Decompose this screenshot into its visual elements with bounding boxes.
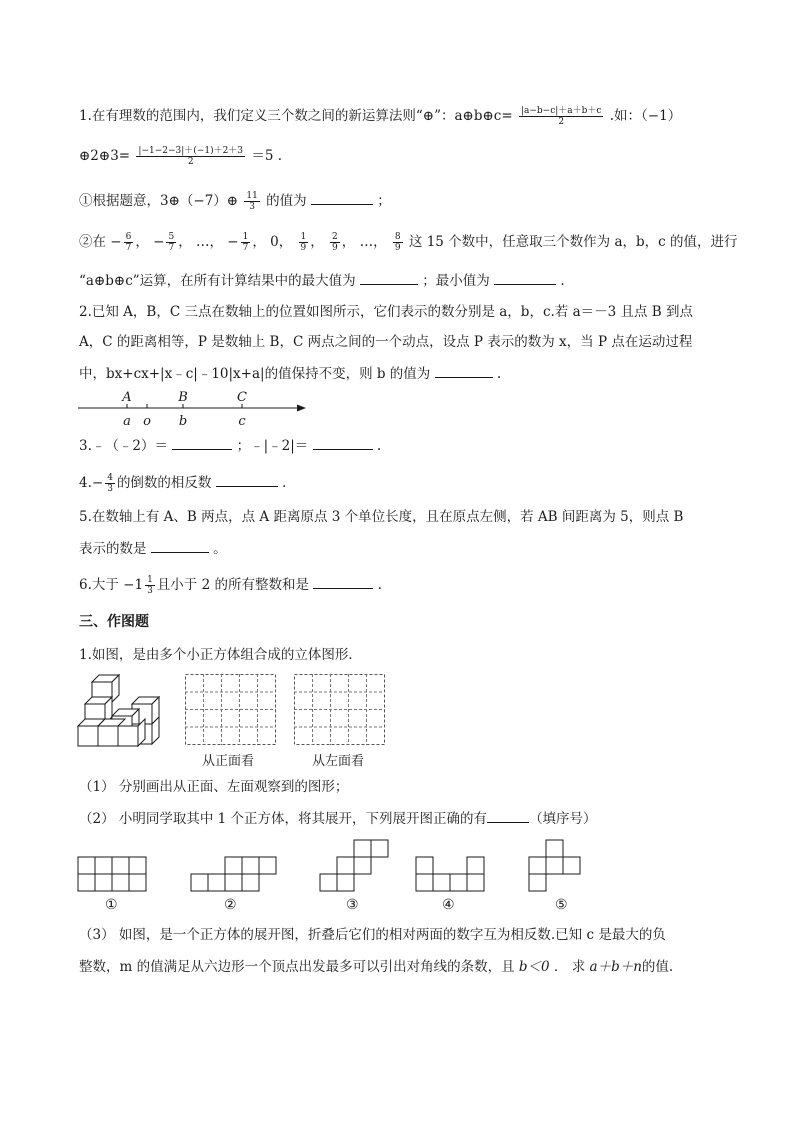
- inequality: b＜0: [518, 959, 550, 975]
- cube-net-4: [416, 857, 484, 891]
- q1-example-fraction: [136, 146, 245, 167]
- list-fraction: [393, 232, 403, 253]
- list-separator: ，: [178, 234, 192, 250]
- front-view-label: 从正面看: [202, 754, 255, 769]
- q4-fraction: [105, 473, 115, 494]
- fraction-numerator: 1: [300, 232, 307, 242]
- q1-example-lead: .如：（−1）: [609, 108, 682, 124]
- point-value-label: c: [238, 414, 246, 429]
- section-title: 三、作图题: [79, 614, 149, 630]
- q1-example-result: ＝5 .: [251, 148, 282, 164]
- point-label: B: [178, 390, 188, 405]
- list-item: 0: [265, 234, 279, 250]
- fraction-numerator: 8: [394, 232, 401, 242]
- fraction-denominator: 3: [107, 484, 113, 494]
- left-view-label: 从左面看: [312, 754, 365, 769]
- punctuation: .: [560, 273, 565, 289]
- list-fraction: [241, 232, 251, 253]
- list-separator: ，: [310, 234, 324, 250]
- answer-blank[interactable]: [313, 435, 373, 450]
- list-fraction: [299, 232, 309, 253]
- q1-sub1: [79, 190, 391, 212]
- q1-sub1-label: 的值为: [266, 193, 307, 209]
- answer-blank[interactable]: [313, 574, 373, 589]
- cube-nets-figure: [78, 840, 618, 895]
- list-item: − $\frac{5}{7}$: [148, 232, 175, 253]
- punctuation: .: [496, 366, 502, 382]
- fraction-denominator: 9: [300, 243, 307, 253]
- point-label: C: [237, 390, 247, 405]
- q1-definition-text: 1.在有理数的范围内，我们定义三个数之间的新运算法则“⊕”：a⊕b⊕c=: [79, 108, 513, 124]
- cube-net-3: [320, 840, 388, 891]
- q2-line2: A，C 的距离相等，P 是数轴上 B，C 两点之间的一个动点，设点 P 表示的数为 x，当 P 点在运动过程: [79, 334, 693, 350]
- net-number-label: ④: [442, 897, 455, 913]
- list-item: [292, 232, 310, 253]
- draw-part2-text: （2） 小明同学取其中 1 个正方体，将其展开，下列展开图正确的有: [79, 811, 488, 827]
- list-fraction: [330, 232, 340, 253]
- point-value-label: o: [143, 414, 151, 429]
- number-line-figure: [78, 388, 318, 428]
- q6: [79, 574, 382, 596]
- list-separator: ，: [135, 234, 149, 250]
- list-separator: ，: [373, 234, 387, 250]
- fraction-numerator: 4: [107, 473, 113, 483]
- point-label: A: [122, 390, 132, 405]
- draw-part2-hint: （填序号）: [529, 811, 597, 827]
- cube-stack-figure: [75, 670, 175, 760]
- list-item: − $\frac{6}{7}$: [110, 232, 132, 253]
- cube-net-1: [78, 857, 146, 891]
- fraction-numerator: |−1−2−3|＋(−1)＋2＋3: [138, 146, 244, 156]
- front-view-grid[interactable]: [185, 674, 277, 746]
- point-value-label: b: [178, 414, 188, 429]
- list-fraction: [166, 232, 176, 253]
- arrow-head-icon: [297, 405, 306, 412]
- answer-blank[interactable]: [151, 538, 209, 553]
- draw-part3-text-c: 的值.: [641, 959, 674, 975]
- net-number-label: ①: [105, 897, 118, 913]
- net-number-label: ③: [346, 897, 359, 913]
- q1-sub1-text: ①根据题意，3⊕（−7）⊕: [79, 193, 239, 209]
- point-value-label: a: [123, 414, 131, 429]
- q4: [79, 472, 286, 494]
- q2-line3: [79, 363, 501, 384]
- cube-net-2: [191, 857, 276, 891]
- fraction-numerator: 6: [125, 232, 132, 242]
- punctuation: 。: [213, 541, 227, 557]
- fraction-denominator: 7: [168, 243, 175, 253]
- q1-sub2-text: ②在: [79, 234, 106, 250]
- q4-text-b: 的倒数的相反数: [116, 475, 212, 491]
- left-view-grid[interactable]: [294, 674, 386, 746]
- q1-line2: [79, 146, 282, 167]
- answer-blank-max[interactable]: [360, 270, 418, 285]
- answer-blank-min[interactable]: [494, 270, 556, 285]
- fraction-denominator: 9: [332, 243, 338, 253]
- q6-fraction: [145, 575, 155, 596]
- punctuation: .: [377, 577, 382, 593]
- punctuation: .: [282, 475, 287, 491]
- list-separator: ，: [341, 234, 356, 250]
- draw-part1: （1） 分别画出从正面、左面观察到的图形；: [79, 779, 349, 795]
- draw-part3-text: 整数，m 的值满足从六边形一个顶点出发最多可以引出对角线的条数，且: [79, 959, 515, 975]
- punctuation: ；: [377, 193, 391, 209]
- fraction-denominator: 3: [147, 586, 153, 596]
- list-item: …: [355, 234, 374, 250]
- number-list: [110, 232, 404, 253]
- fraction-denominator: 2: [187, 157, 194, 167]
- q5-line2: [79, 538, 227, 559]
- q1-sub2-min-label: ；最小值为: [422, 273, 490, 289]
- cube-net-5: [529, 840, 580, 891]
- list-item: …: [191, 234, 210, 250]
- q1-example-text: ⊕2⊕3=: [79, 148, 131, 164]
- q1-sub2-max-label: “a⊕b⊕c”运算，在所有计算结果中的最大值为: [79, 273, 356, 289]
- fraction-numerator: 2: [332, 232, 338, 242]
- fraction-numerator: |a−b−c|＋a＋b＋c: [520, 106, 602, 116]
- draw-part3-line1: （3） 如图，是一个正方体的展开图，折叠后它们的相对两面的数字互为相反数.已知 c 是最大的负: [79, 927, 666, 943]
- list-separator: ，: [252, 234, 266, 250]
- q4-text: 4.−: [79, 475, 104, 491]
- q5-line1: 5.在数轴上有 A、B 两点，点 A 距离原点 3 个单位长度，且在原点左侧，若 AB 间距离为 5，则点 B: [79, 509, 684, 525]
- list-item: − $\frac{1}{7}$: [222, 232, 249, 253]
- fraction-numerator: 1: [147, 575, 153, 585]
- draw-intro: 1.如图，是由多个小正方体组合成的立体图形．: [79, 647, 362, 663]
- fraction-numerator: 1: [242, 232, 249, 242]
- fraction-numerator: 5: [168, 232, 175, 242]
- list-fraction: [124, 232, 134, 253]
- net-number-label: ⑤: [555, 897, 568, 913]
- list-item: [324, 232, 342, 253]
- answer-blank[interactable]: [487, 808, 529, 823]
- q1-sub2-text-b: 这 15 个数中，任意取三个数作为 a，b，c 的值，进行: [408, 234, 738, 250]
- q1-definition-fraction: [519, 106, 603, 127]
- answer-blank[interactable]: [435, 363, 493, 378]
- answer-blank[interactable]: [172, 435, 232, 450]
- fraction-numerator: 11: [246, 191, 258, 201]
- q3-text: 3.﹣（﹣2）＝: [79, 438, 168, 454]
- q2-line1: 2.已知 A，B，C 三点在数轴上的位置如图所示，它们表示的数分别是 a，b，c.若 a＝－3 且点 B 到点: [79, 304, 694, 320]
- punctuation: .: [376, 438, 382, 454]
- fraction-denominator: 7: [242, 243, 249, 253]
- q1-sub2: [79, 232, 738, 253]
- q5-line2-text: 表示的数是: [79, 541, 147, 557]
- list-separator: ，: [278, 234, 293, 250]
- net-number-label: ②: [224, 897, 237, 913]
- answer-blank[interactable]: [311, 190, 373, 205]
- draw-part3-text-b: ． 求: [553, 959, 586, 975]
- q6-text-b: 且小于 2 的所有整数和是: [156, 577, 309, 593]
- q3: [79, 435, 381, 456]
- q1-sub1-fraction: [244, 191, 259, 212]
- fraction-denominator: 9: [394, 243, 401, 253]
- q1-line1: [79, 106, 681, 127]
- fraction-denominator: 3: [249, 202, 256, 212]
- draw-part2: [79, 808, 597, 829]
- q2-line3-text: 中，bx+cx+|x﹣c|﹣10|x+a|的值保持不变，则 b 的值为: [79, 366, 431, 382]
- answer-blank[interactable]: [216, 472, 278, 487]
- list-separator: ，: [209, 234, 223, 250]
- cube-stack-icon: [78, 675, 159, 746]
- q3-text-b: ；﹣|﹣2|＝: [236, 438, 309, 454]
- list-item: [387, 232, 405, 253]
- fraction-denominator: 2: [558, 117, 565, 127]
- draw-part3-line2: [79, 957, 673, 977]
- fraction-denominator: 7: [125, 243, 132, 253]
- expression: a＋b＋n: [589, 959, 642, 975]
- q6-text: 6.大于 −1: [79, 577, 144, 593]
- q1-sub2-line2: [79, 270, 565, 291]
